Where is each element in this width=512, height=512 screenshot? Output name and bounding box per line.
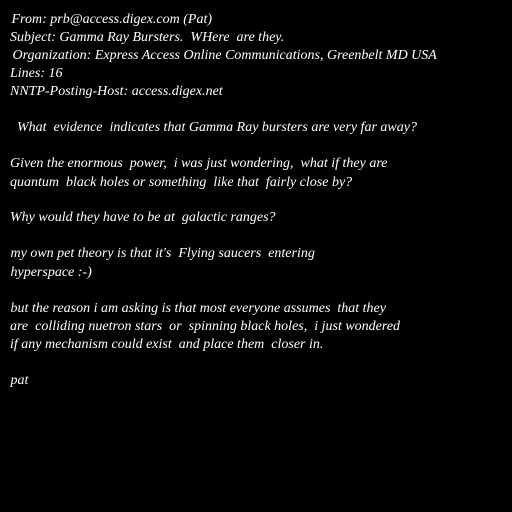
header-organization: Organization: Express Access Online Communications, Greenbelt MD USA: [9, 48, 437, 63]
body-paragraph-4-line-2: are colliding nuetron stars or spinning black holes, i just wondered: [10, 319, 401, 334]
body-question: What evidence indicates that Gamma Ray bursters are very far away?: [10, 120, 417, 135]
body-paragraph-3-line-2: hyperspace :-): [7, 265, 92, 280]
body-paragraph-1-line-1: Given the enormous power, i was just wondering, what if they are: [10, 156, 388, 171]
body-paragraph-2-line-1: Why would they have to be at galactic ranges?: [10, 210, 276, 225]
header-lines: Lines: 16: [10, 66, 63, 81]
header-nntp-host: NNTP-Posting-Host: access.digex.net: [10, 84, 223, 99]
body-paragraph-4-line-3: if any mechanism could exist and place them closer in.: [10, 337, 324, 352]
header-subject: Subject: Gamma Ray Bursters. WHere are they.: [10, 30, 285, 45]
body-paragraph-1-line-2: quantum black holes or something like that fairly close by?: [10, 175, 353, 190]
signature: pat: [7, 373, 29, 388]
body-paragraph-4-line-1: but the reason i am asking is that most everyone assumes that they: [7, 301, 386, 316]
header-from: From: prb@access.digex.com (Pat): [8, 12, 213, 27]
body-paragraph-3-line-1: my own pet theory is that it's Flying saucers entering: [7, 246, 315, 261]
